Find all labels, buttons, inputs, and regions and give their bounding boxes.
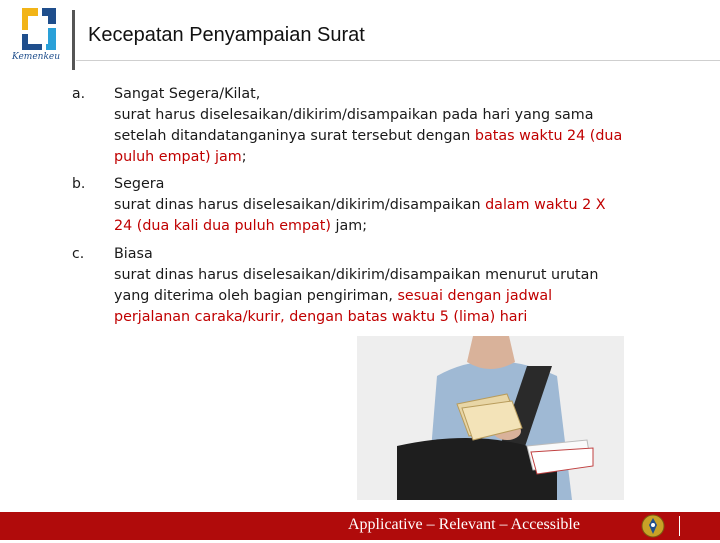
- item-highlight: batas waktu 24 (dua puluh empat) jam: [114, 128, 623, 165]
- item-heading: Sangat Segera/Kilat,: [114, 86, 261, 102]
- title-divider: [72, 10, 75, 70]
- item-text-end: jam;: [331, 218, 368, 234]
- list-marker-b: b.: [72, 176, 86, 192]
- item-heading: Segera: [114, 176, 165, 192]
- footer-tagline: Applicative – Relevant – Accessible: [348, 516, 580, 533]
- list-item-biasa: [114, 244, 626, 328]
- list-item-segera: [114, 174, 626, 237]
- item-highlight: sesuai dengan jadwal perjalanan caraka/kurir, dengan batas waktu 5 (lima) hari: [114, 288, 553, 325]
- courier-photo: [357, 336, 624, 500]
- item-text: surat dinas harus diselesaikan/dikirim/disampaikan: [114, 197, 486, 213]
- list-item-sangat-segera: [114, 84, 626, 168]
- footer-divider: [679, 516, 680, 536]
- item-highlight: dalam waktu 2 X 24 (dua kali dua puluh empat): [114, 197, 606, 234]
- item-text: surat dinas harus diselesaikan/dikirim/disampaikan menurut urutan yang diterima oleh bagian pengiriman,: [114, 267, 599, 304]
- item-text: surat harus diselesaikan/dikirim/disampaikan pada hari yang sama setelah ditandatanganinya surat tersebut dengan: [114, 107, 594, 144]
- logo-wordmark: Kemenkeu: [12, 52, 61, 62]
- header-underline: [76, 60, 720, 61]
- kemenkeu-logo: [8, 4, 68, 74]
- page-title: Kecepatan Penyampaian Surat: [88, 24, 365, 46]
- item-text-end: ;: [241, 149, 247, 165]
- item-heading: Biasa: [114, 246, 153, 262]
- ministry-emblem-icon: [640, 513, 666, 539]
- list-marker-c: c.: [72, 246, 85, 262]
- list-marker-a: a.: [72, 86, 86, 102]
